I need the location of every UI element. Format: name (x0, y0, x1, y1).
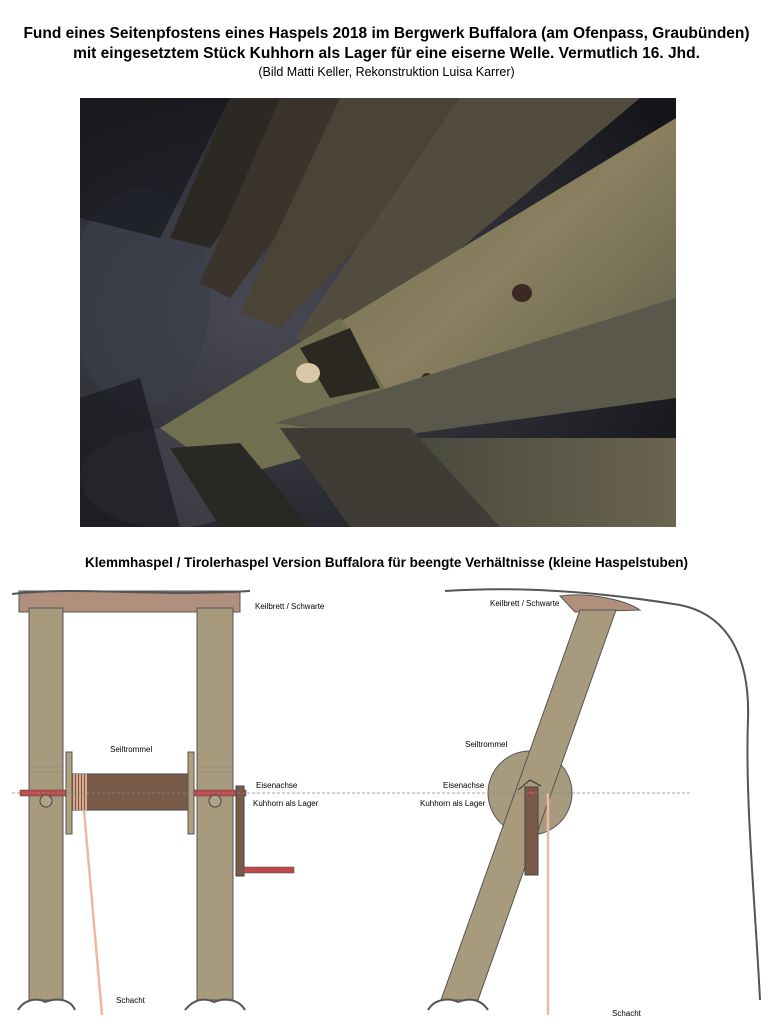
label-seiltrommel-side: Seiltrommel (465, 740, 508, 749)
title-line-1: Fund eines Seitenpfostens eines Haspels 2018 im Bergwerk Buffalora (am Ofenpass, Graubünden) (23, 25, 750, 42)
mine-photograph (80, 98, 676, 527)
rope-front (84, 810, 102, 1015)
label-eisenachse-side: Eisenachse (443, 781, 485, 790)
diagram-title: Klemmhaspel / Tirolerhaspel Version Buffalora für beengte Verhältnisse (kleine Haspelstuben) (85, 555, 688, 570)
kuhhorn-bearing-right (209, 795, 221, 807)
crank-arm (236, 786, 244, 876)
seiltrommel-drum (71, 774, 192, 810)
photo-credit: (Bild Matti Keller, Rekonstruktion Luisa Karrer) (258, 65, 515, 79)
crank-arm-side (525, 787, 538, 875)
label-schacht-side: Schacht (612, 1009, 641, 1018)
label-kuhhorn-front: Kuhhorn als Lager (253, 799, 319, 808)
kuhhorn-bearing-left (40, 795, 52, 807)
label-keilbrett-side: Keilbrett / Schwarte (490, 599, 560, 608)
crank-handle (244, 867, 294, 873)
mine-photo-illustration (80, 98, 676, 527)
label-schacht-front: Schacht (116, 996, 145, 1005)
label-kuhhorn-side: Kuhhorn als Lager (420, 799, 486, 808)
winch-diagram (0, 580, 773, 1024)
label-seiltrommel-front: Seiltrommel (110, 745, 153, 754)
label-keilbrett-front: Keilbrett / Schwarte (255, 602, 325, 611)
front-view (12, 591, 294, 1015)
label-eisenachse-front: Eisenachse (256, 781, 298, 790)
title-line-2: mit eingesetztem Stück Kuhhorn als Lager für eine eiserne Welle. Vermutlich 16. Jhd. (73, 45, 700, 62)
winch-diagram-svg (0, 580, 773, 1024)
